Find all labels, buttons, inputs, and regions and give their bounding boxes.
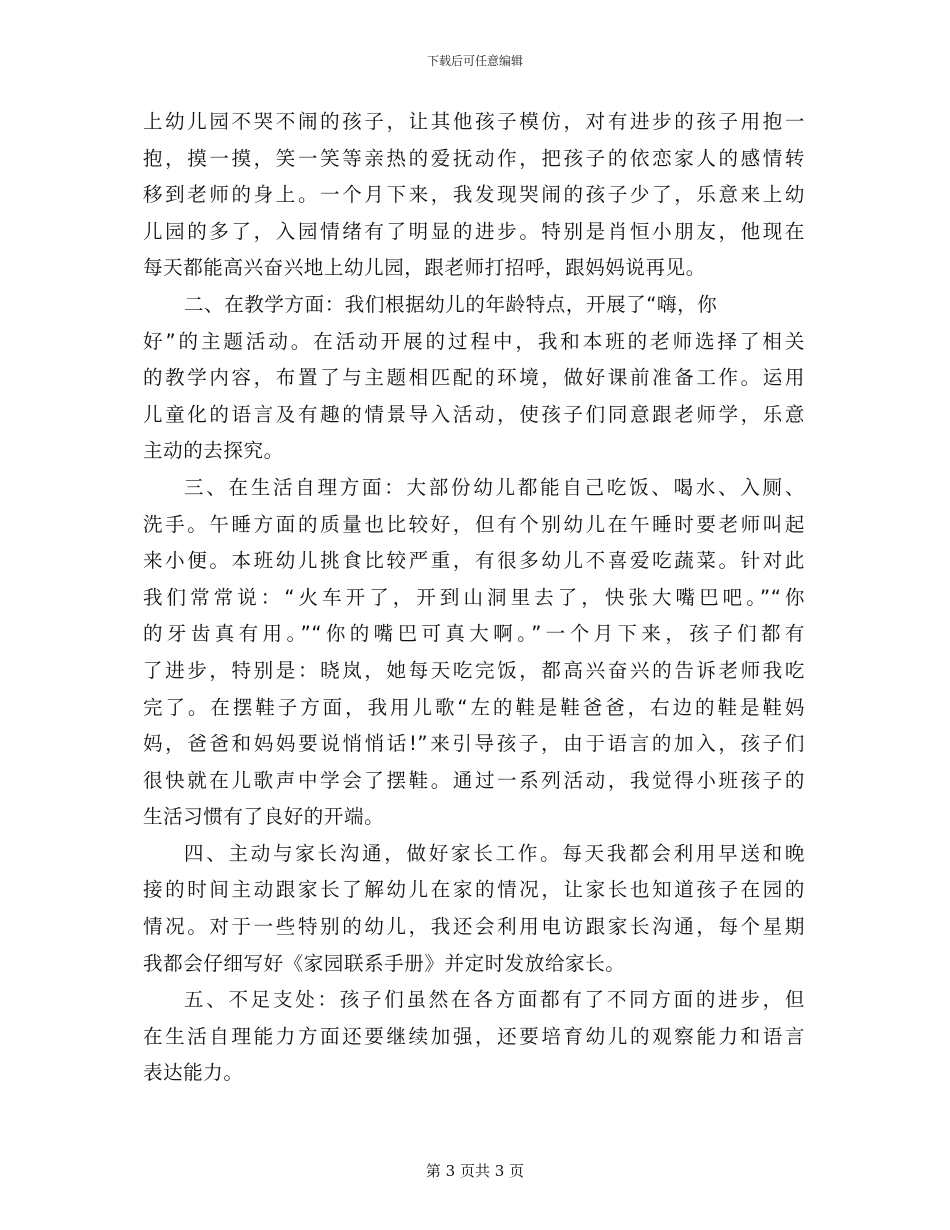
text-line: 来小便。本班幼儿挑食比较严重，有很多幼儿不喜爱吃蔬菜。针对此 — [143, 549, 805, 573]
text-line: 三、在生活自理方面：大部份幼儿都能自己吃饭、喝水、入厕、 — [184, 475, 805, 499]
text-line: 上幼儿园不哭不闹的孩子，让其他孩子模仿，对有进步的孩子用抱一 — [143, 110, 805, 133]
text-line: 四、主动与家长沟通，做好家长工作。每天我都会利用早送和晚 — [184, 841, 805, 865]
text-line: 我都会仔细写好《家园联系手册》并定时发放给家长。 — [143, 951, 626, 975]
text-line: 的教学内容，布置了与主题相匹配的环境，做好课前准备工作。运用 — [143, 366, 805, 390]
text-line: 我们常常说：“火车开了，开到山洞里去了，快张大嘴巴吧。”“你 — [143, 585, 805, 609]
text-line: 妈，爸爸和妈妈要说悄悄话!”来引导孩子，由于语言的加入，孩子们 — [143, 732, 805, 756]
text-line: 生活习惯有了良好的开端。 — [143, 805, 385, 829]
page-header: 下载后可任意编辑 — [426, 54, 523, 68]
text-line: 二、在教学方面：我们根据幼儿的年龄特点，开展了“嗨，你 — [184, 292, 718, 316]
text-line: 抱，摸一摸，笑一笑等亲热的爱抚动作，把孩子的依恋家人的感情转 — [143, 146, 805, 170]
text-line: 儿童化的语言及有趣的情景导入活动，使孩子们同意跟老师学，乐意 — [143, 402, 805, 426]
document-body — [143, 104, 805, 1092]
text-line: 儿园的多了，入园情绪有了明显的进步。特别是肖恒小朋友，他现在 — [143, 219, 805, 243]
text-line: 好”的主题活动。在活动开展的过程中，我和本班的老师选择了相关 — [143, 329, 805, 353]
text-line: 情况。对于一些特别的幼儿，我还会利用电访跟家长沟通，每个星期 — [143, 915, 805, 939]
text-line: 表达能力。 — [143, 1061, 244, 1085]
page-footer: 第 3 页共 3 页 — [425, 1162, 525, 1180]
text-line: 很快就在儿歌声中学会了摆鞋。通过一系列活动，我觉得小班孩子的 — [143, 768, 805, 792]
text-line: 在生活自理能力方面还要继续加强，还要培育幼儿的观察能力和语言 — [143, 1024, 805, 1048]
text-line: 五、不足支处：孩子们虽然在各方面都有了不同方面的进步，但 — [184, 988, 805, 1012]
text-line: 的牙齿真有用。”“你的嘴巴可真大啊。”一个月下来，孩子们都有 — [143, 622, 805, 646]
text-line: 完了。在摆鞋子方面，我用儿歌“左的鞋是鞋爸爸，右边的鞋是鞋妈 — [143, 695, 805, 719]
text-line: 了进步，特别是：晓岚，她每天吃完饭，都高兴奋兴的告诉老师我吃 — [143, 658, 805, 682]
text-line: 接的时间主动跟家长了解幼儿在家的情况，让家长也知道孩子在园的 — [143, 878, 805, 902]
text-line: 移到老师的身上。一个月下来，我发现哭闹的孩子少了，乐意来上幼 — [143, 183, 805, 207]
text-line: 洗手。午睡方面的质量也比较好，但有个别幼儿在午睡时要老师叫起 — [143, 512, 805, 536]
text-line: 每天都能高兴奋兴地上幼儿园，跟老师打招呼，跟妈妈说再见。 — [143, 256, 706, 280]
text-line: 主动的去探究。 — [143, 439, 284, 463]
